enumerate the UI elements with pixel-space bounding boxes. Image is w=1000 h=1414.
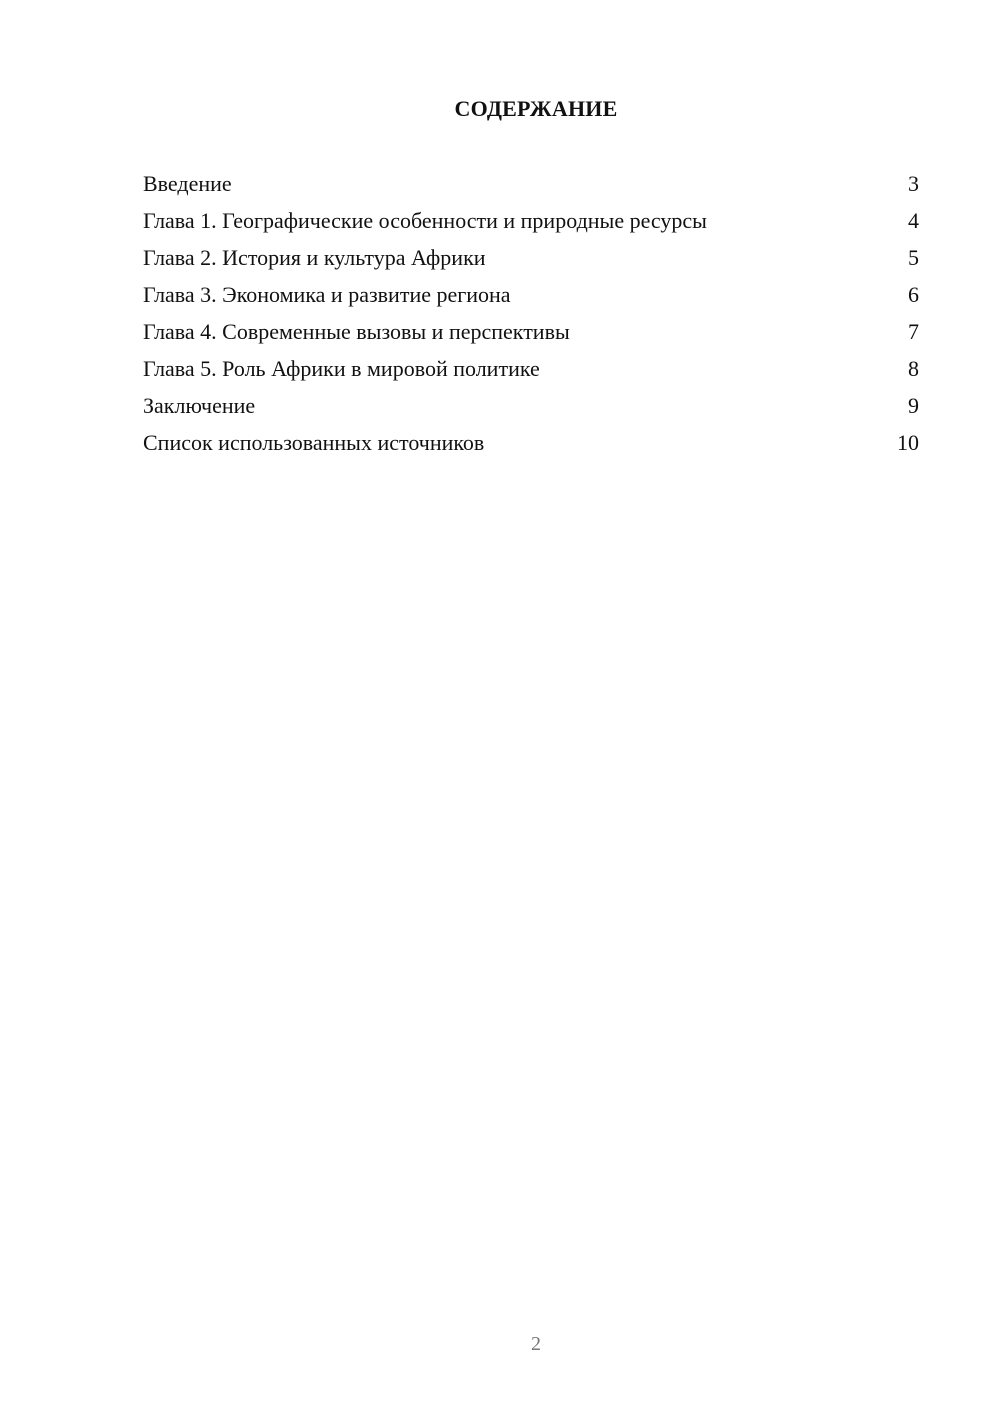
table-of-contents bbox=[143, 169, 919, 465]
toc-entry-page: 7 bbox=[908, 319, 919, 344]
page-number: 2 bbox=[531, 1333, 541, 1355]
toc-entry-label: Глава 2. История и культура Африки bbox=[143, 245, 486, 270]
toc-entry-page: 8 bbox=[908, 356, 919, 381]
page-title: СОДЕРЖАНИЕ bbox=[454, 96, 618, 121]
toc-entry bbox=[143, 169, 919, 206]
toc-entry-label: Глава 1. Географические особенности и природные ресурсы bbox=[143, 208, 707, 233]
toc-entry-page: 6 bbox=[908, 282, 919, 307]
toc-entry-page: 3 bbox=[908, 171, 919, 196]
toc-entry bbox=[143, 428, 919, 465]
toc-entry-page: 9 bbox=[908, 393, 919, 418]
toc-entry bbox=[143, 206, 919, 243]
toc-entry-label: Глава 3. Экономика и развитие региона bbox=[143, 282, 511, 307]
toc-entry-label: Глава 5. Роль Африки в мировой политике bbox=[143, 356, 540, 381]
toc-entry-label: Заключение bbox=[143, 393, 256, 418]
toc-entry-label: Глава 4. Современные вызовы и перспективы bbox=[143, 319, 570, 344]
toc-entry bbox=[143, 243, 919, 280]
toc-entry bbox=[143, 317, 919, 354]
toc-entry-label: Введение bbox=[143, 171, 232, 196]
toc-entry-label: Список использованных источников bbox=[143, 430, 485, 455]
toc-entry-page: 10 bbox=[897, 430, 919, 455]
toc-entry bbox=[143, 391, 919, 428]
toc-entry bbox=[143, 280, 919, 317]
toc-entry-page: 4 bbox=[908, 208, 919, 233]
toc-entry bbox=[143, 354, 919, 391]
toc-entry-page: 5 bbox=[908, 245, 919, 270]
